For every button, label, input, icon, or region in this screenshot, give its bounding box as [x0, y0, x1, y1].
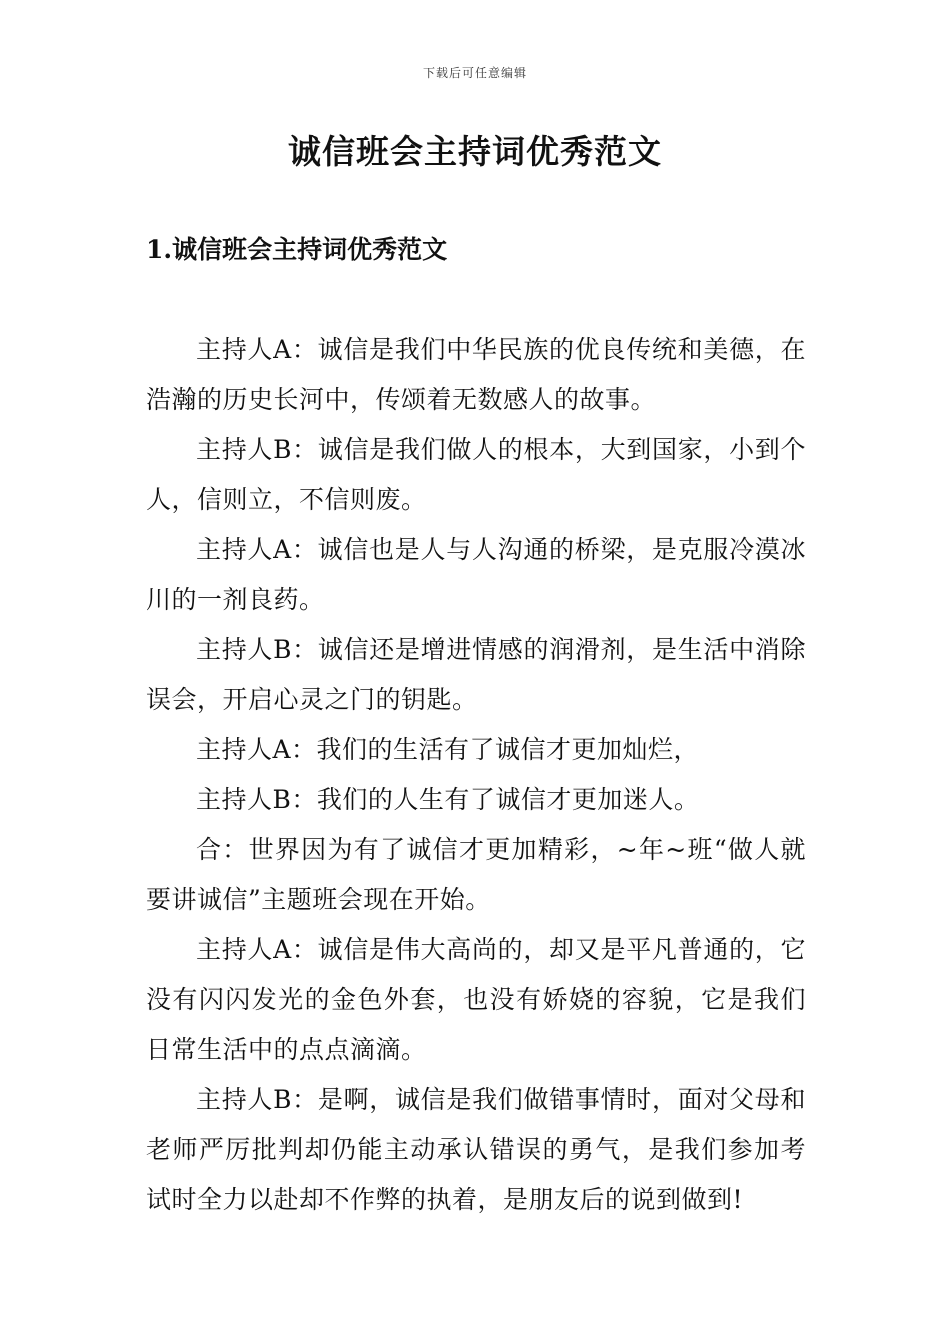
- document-body: [146, 325, 806, 1225]
- paragraph: 主持人A：我们的生活有了诚信才更加灿烂，: [196, 735, 700, 764]
- paragraph: 主持人B：诚信还是增进情感的润滑剂，是生活中消除误会，开启心灵之门的钥匙。: [146, 635, 806, 714]
- paragraph: 主持人B：诚信是我们做人的根本，大到国家，小到个人，信则立，不信则废。: [146, 435, 806, 514]
- paragraph: 主持人A：诚信是我们中华民族的优良传统和美德，在浩瀚的历史长河中，传颂着无数感人的故事。: [146, 335, 806, 414]
- page-title: 诚信班会主持词优秀范文: [288, 132, 662, 171]
- paragraph: 主持人A：诚信是伟大高尚的，却又是平凡普通的，它没有闪闪发光的金色外套，也没有娇娆的容貌，它是我们日常生活中的点点滴滴。: [146, 935, 806, 1064]
- paragraph: 合：世界因为有了诚信才更加精彩，~年~班“做人就要讲诚信”主题班会现在开始。: [146, 835, 806, 914]
- paragraph: 主持人A：诚信也是人与人沟通的桥梁，是克服冷漠冰川的一剂良药。: [146, 535, 806, 614]
- paragraph: 主持人B：是啊，诚信是我们做错事情时，面对父母和老师严厉批判却仍能主动承认错误的勇气，是我们参加考试时全力以赴却不作弊的执着，是朋友后的说到做到!: [146, 1085, 806, 1214]
- section-heading: 1.诚信班会主持词优秀范文: [146, 235, 448, 264]
- header-note: 下载后可任意编辑: [422, 66, 527, 80]
- paragraph: 主持人B：我们的人生有了诚信才更加迷人。: [196, 785, 700, 814]
